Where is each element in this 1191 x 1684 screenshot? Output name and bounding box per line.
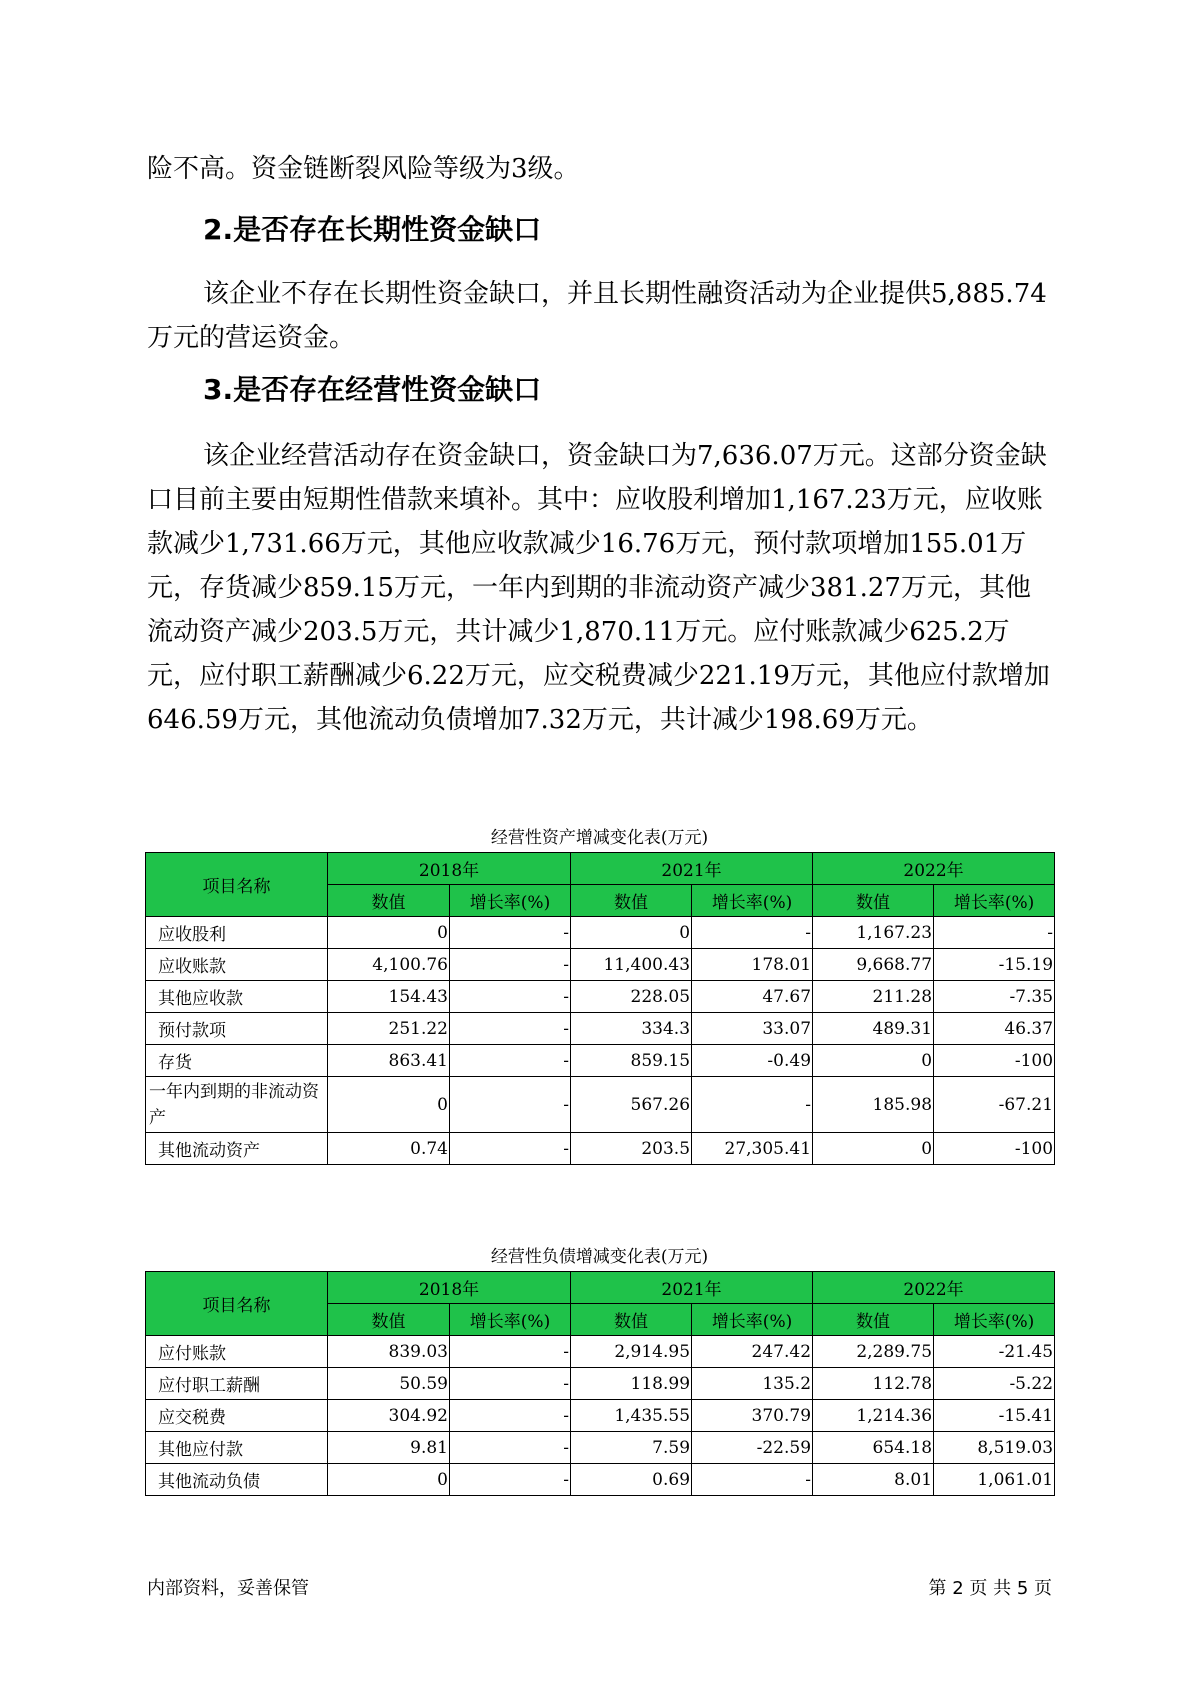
cell: 863.41 — [328, 1045, 450, 1077]
cell: 9.81 — [328, 1432, 450, 1464]
header-value: 数值 — [571, 1304, 692, 1336]
cell: 33.07 — [692, 1013, 813, 1045]
cell: 118.99 — [571, 1368, 692, 1400]
liabilities-change-table — [145, 1271, 1055, 1496]
cell: - — [450, 917, 571, 949]
cell: - — [450, 1368, 571, 1400]
cell: 247.42 — [692, 1336, 813, 1368]
cell: -7.35 — [934, 981, 1055, 1013]
cell: - — [450, 1336, 571, 1368]
row-name: 预付款项 — [146, 1013, 328, 1045]
header-year-2018: 2018年 — [328, 1272, 571, 1304]
paragraph-operating-gap: 该企业经营活动存在资金缺口，资金缺口为7,636.07万元。这部分资金缺口目前主要由短期性借款来填补。其中：应收股利增加1,167.23万元，应收账款减少1,731.66万元，其他应收款减少16.76万元，预付款项增加155.01万元，存货减少859.15万元，一年内到期的非流动资产减少381.27万元，其他流动资产减少203.5万元，共计减少1,870.11万元。应付账款减少625.2万元，应付职工薪酬减少6.22万元，应交税费减少221.19万元，其他应付款增加646.59万元，其他流动负债增加7.32万元，共计减少198.69万元。 — [147, 441, 1050, 735]
cell: -67.21 — [934, 1077, 1055, 1133]
paragraph-risk-level: 险不高。资金链断裂风险等级为3级。 — [147, 154, 580, 184]
cell: -100 — [934, 1045, 1055, 1077]
row-name: 应付职工薪酬 — [146, 1368, 328, 1400]
cell: -15.19 — [934, 949, 1055, 981]
row-name: 存货 — [146, 1045, 328, 1077]
row-name: 应交税费 — [146, 1400, 328, 1432]
cell: - — [450, 981, 571, 1013]
heading-long-term-gap: 2.是否存在长期性资金缺口 — [203, 213, 542, 246]
cell: 135.2 — [692, 1368, 813, 1400]
cell: 27,305.41 — [692, 1133, 813, 1165]
footer-page-number: 第 2 页 共 5 页 — [928, 1578, 1052, 1599]
cell: 7.59 — [571, 1432, 692, 1464]
assets-change-table — [145, 852, 1055, 1165]
table-row — [146, 981, 1055, 1013]
header-growth-rate: 增长率(%) — [450, 885, 571, 917]
table-row — [146, 949, 1055, 981]
row-name: 一年内到期的非流动资产 — [146, 1077, 328, 1133]
row-name: 应收账款 — [146, 949, 328, 981]
cell: 0 — [328, 1464, 450, 1496]
cell: 1,061.01 — [934, 1464, 1055, 1496]
table2-title: 经营性负债增减变化表(万元) — [490, 1247, 709, 1267]
table-row — [146, 1464, 1055, 1496]
row-name: 其他应收款 — [146, 981, 328, 1013]
cell: 0 — [328, 917, 450, 949]
cell: 178.01 — [692, 949, 813, 981]
cell: - — [450, 1432, 571, 1464]
cell: 1,214.36 — [813, 1400, 934, 1432]
cell: - — [692, 917, 813, 949]
table-row — [146, 1045, 1055, 1077]
header-year-2022: 2022年 — [813, 853, 1055, 885]
row-name: 其他应付款 — [146, 1432, 328, 1464]
cell: - — [450, 1077, 571, 1133]
cell: - — [692, 1077, 813, 1133]
cell: 0.69 — [571, 1464, 692, 1496]
cell: 489.31 — [813, 1013, 934, 1045]
cell: 859.15 — [571, 1045, 692, 1077]
cell: 185.98 — [813, 1077, 934, 1133]
table-row — [146, 1368, 1055, 1400]
cell: - — [450, 1133, 571, 1165]
cell: 0 — [813, 1133, 934, 1165]
row-name: 其他流动负债 — [146, 1464, 328, 1496]
cell: 112.78 — [813, 1368, 934, 1400]
cell: - — [450, 949, 571, 981]
cell: 251.22 — [328, 1013, 450, 1045]
header-value: 数值 — [328, 1304, 450, 1336]
cell: 0 — [328, 1077, 450, 1133]
cell: 567.26 — [571, 1077, 692, 1133]
table1-title: 经营性资产增减变化表(万元) — [490, 828, 709, 848]
cell: 154.43 — [328, 981, 450, 1013]
header-value: 数值 — [328, 885, 450, 917]
heading-operating-gap: 3.是否存在经营性资金缺口 — [203, 373, 542, 406]
cell: 46.37 — [934, 1013, 1055, 1045]
cell: 370.79 — [692, 1400, 813, 1432]
cell: -15.41 — [934, 1400, 1055, 1432]
cell: - — [450, 1013, 571, 1045]
table-row — [146, 1336, 1055, 1368]
cell: 1,435.55 — [571, 1400, 692, 1432]
paragraph-long-term-gap: 该企业不存在长期性资金缺口，并且长期性融资活动为企业提供5,885.74万元的营运资金。 — [147, 279, 1047, 353]
row-name: 其他流动资产 — [146, 1133, 328, 1165]
cell: 8,519.03 — [934, 1432, 1055, 1464]
cell: 50.59 — [328, 1368, 450, 1400]
cell: - — [450, 1400, 571, 1432]
cell: 211.28 — [813, 981, 934, 1013]
cell: - — [450, 1464, 571, 1496]
cell: -5.22 — [934, 1368, 1055, 1400]
table-row — [146, 1077, 1055, 1133]
cell: 8.01 — [813, 1464, 934, 1496]
header-year-2021: 2021年 — [571, 1272, 813, 1304]
cell: -0.49 — [692, 1045, 813, 1077]
cell: 304.92 — [328, 1400, 450, 1432]
cell: - — [934, 917, 1055, 949]
header-growth-rate: 增长率(%) — [692, 1304, 813, 1336]
cell: 2,914.95 — [571, 1336, 692, 1368]
cell: -21.45 — [934, 1336, 1055, 1368]
cell: 0.74 — [328, 1133, 450, 1165]
cell: 334.3 — [571, 1013, 692, 1045]
table-row — [146, 917, 1055, 949]
cell: 839.03 — [328, 1336, 450, 1368]
header-growth-rate: 增长率(%) — [934, 1304, 1055, 1336]
header-year-2022: 2022年 — [813, 1272, 1055, 1304]
header-value: 数值 — [813, 885, 934, 917]
header-year-2021: 2021年 — [571, 853, 813, 885]
cell: 11,400.43 — [571, 949, 692, 981]
cell: 203.5 — [571, 1133, 692, 1165]
cell: - — [692, 1464, 813, 1496]
cell: 4,100.76 — [328, 949, 450, 981]
cell: 654.18 — [813, 1432, 934, 1464]
header-growth-rate: 增长率(%) — [450, 1304, 571, 1336]
table-row — [146, 1013, 1055, 1045]
cell: 2,289.75 — [813, 1336, 934, 1368]
cell: 9,668.77 — [813, 949, 934, 981]
table-row — [146, 1133, 1055, 1165]
header-item-name: 项目名称 — [146, 853, 328, 917]
cell: 1,167.23 — [813, 917, 934, 949]
cell: 0 — [813, 1045, 934, 1077]
header-growth-rate: 增长率(%) — [692, 885, 813, 917]
cell: -100 — [934, 1133, 1055, 1165]
header-value: 数值 — [571, 885, 692, 917]
header-item-name: 项目名称 — [146, 1272, 328, 1336]
row-name: 应付账款 — [146, 1336, 328, 1368]
cell: 228.05 — [571, 981, 692, 1013]
cell: - — [450, 1045, 571, 1077]
table-row — [146, 1432, 1055, 1464]
header-value: 数值 — [813, 1304, 934, 1336]
cell: 0 — [571, 917, 692, 949]
cell: 47.67 — [692, 981, 813, 1013]
header-growth-rate: 增长率(%) — [934, 885, 1055, 917]
table-row — [146, 1400, 1055, 1432]
row-name: 应收股利 — [146, 917, 328, 949]
footer-confidential-note: 内部资料，妥善保管 — [147, 1578, 309, 1599]
cell: -22.59 — [692, 1432, 813, 1464]
header-year-2018: 2018年 — [328, 853, 571, 885]
